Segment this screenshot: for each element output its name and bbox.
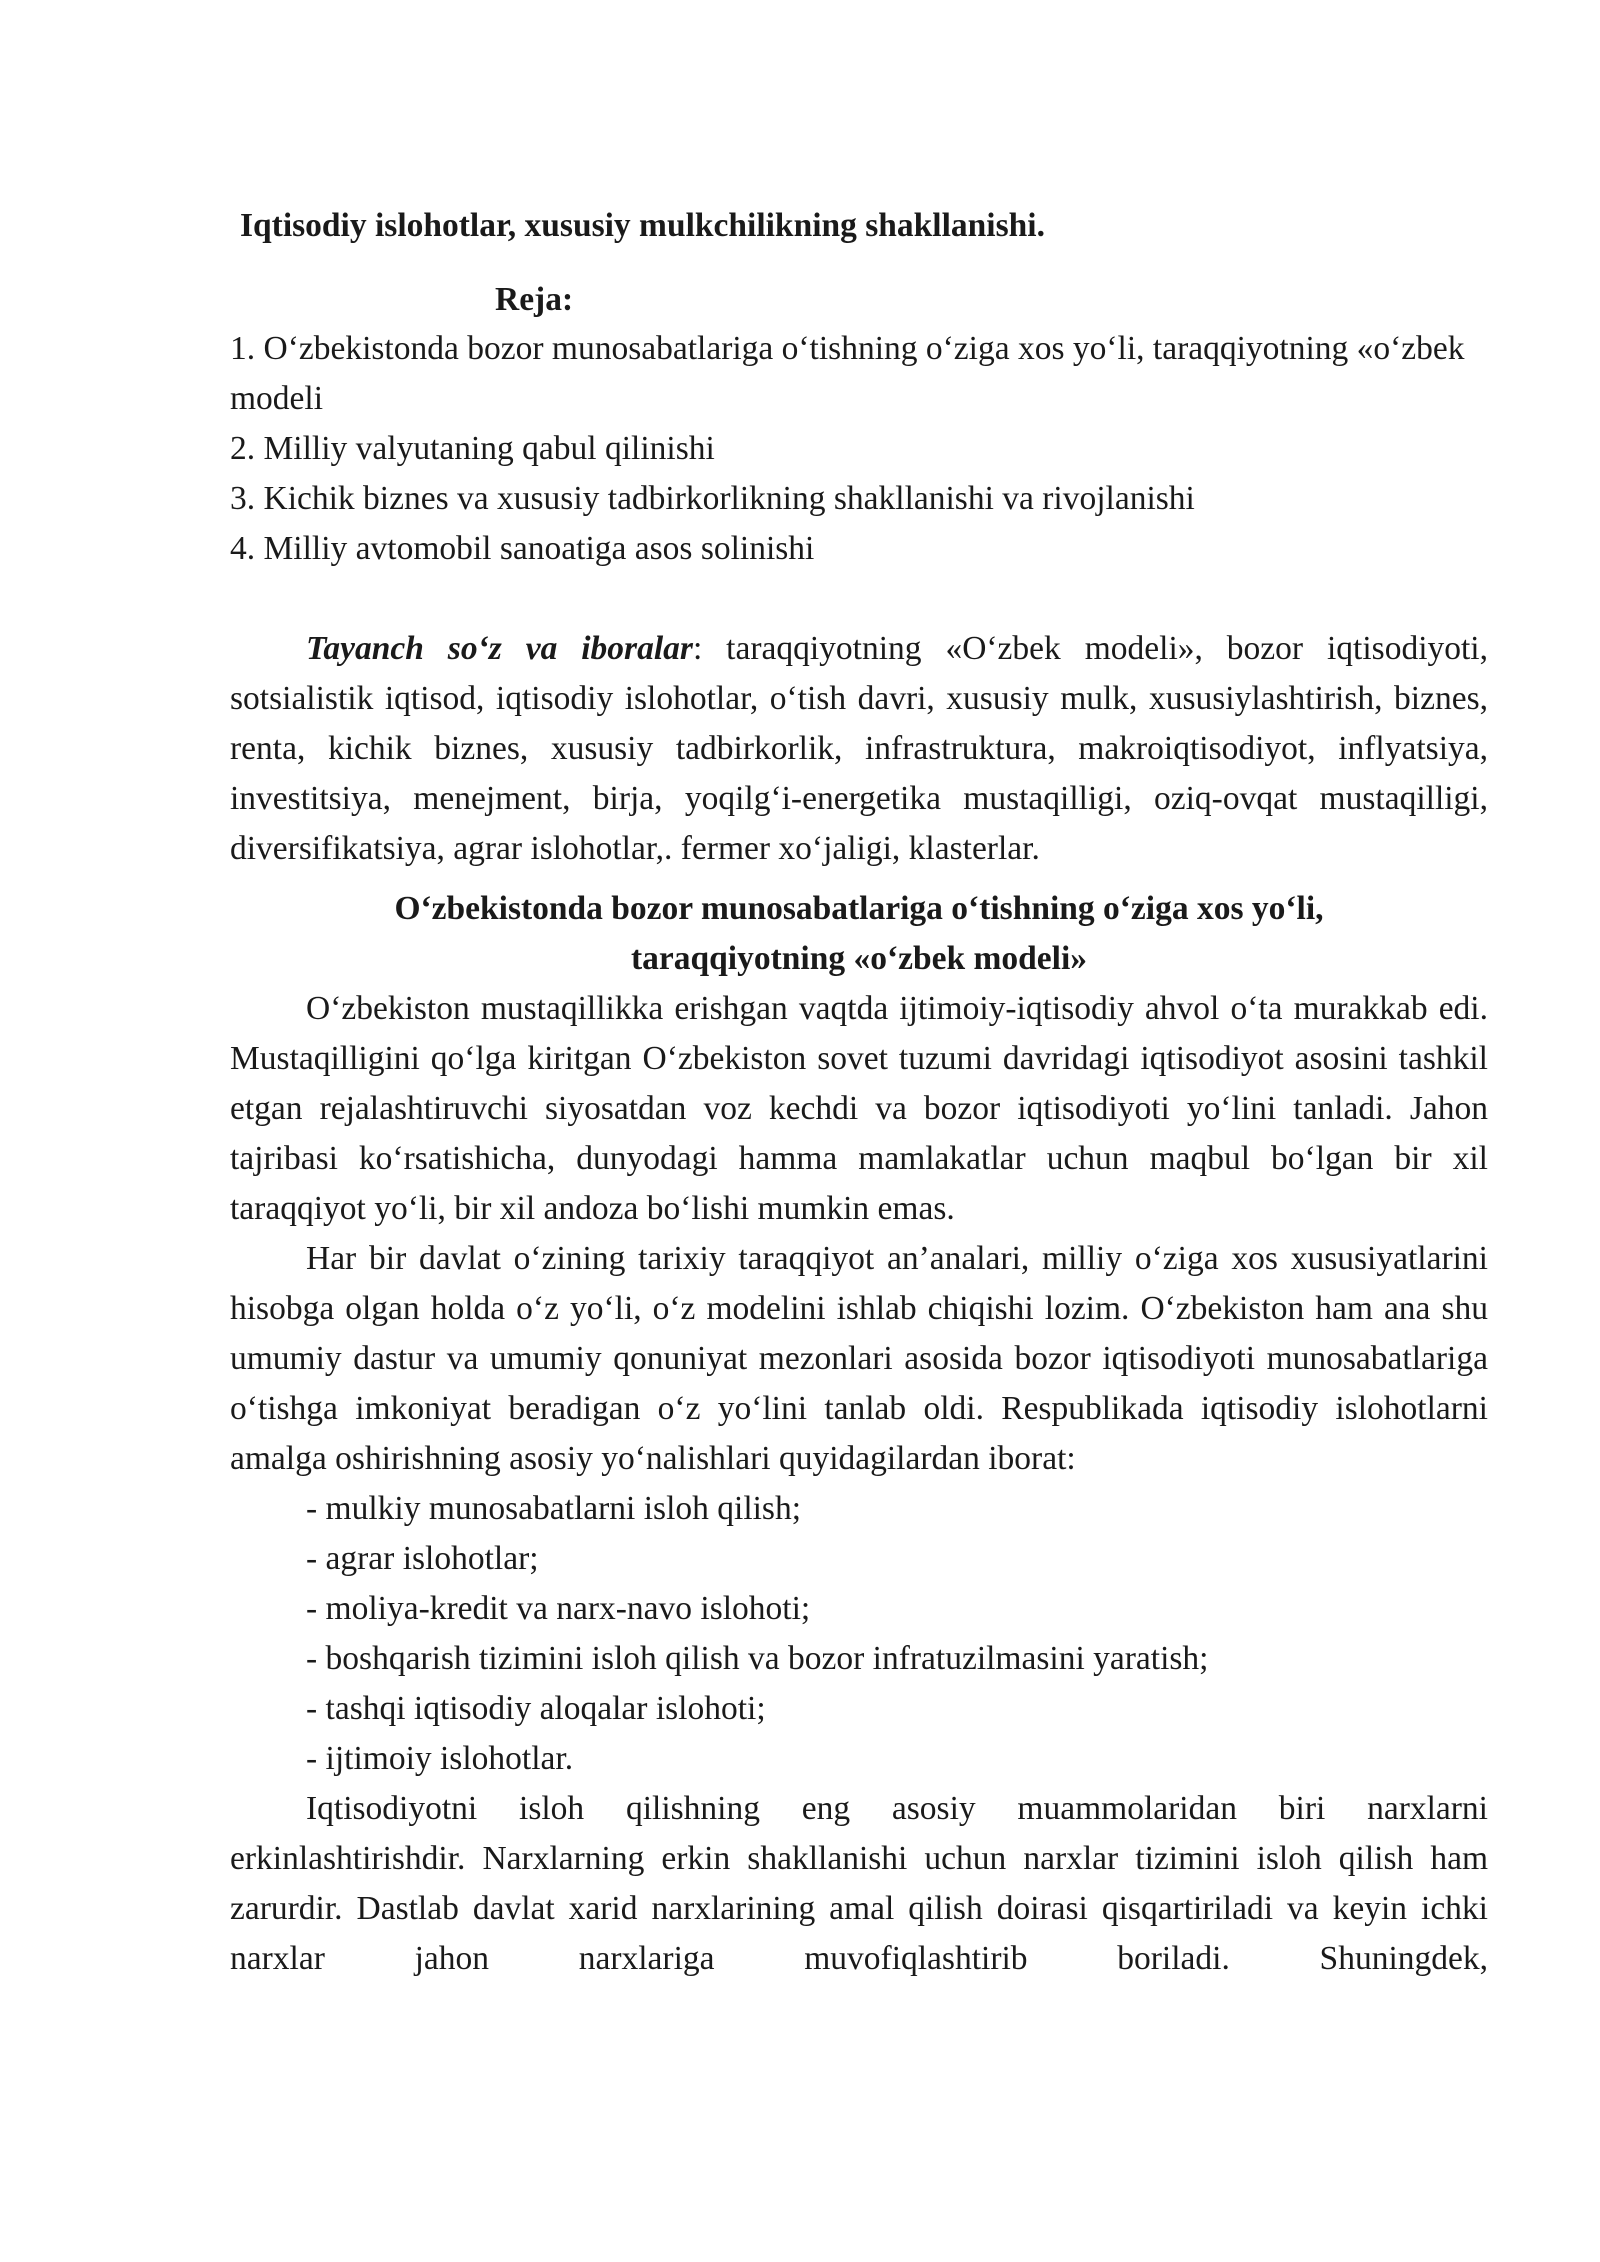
plan-item: 3. Kichik biznes va xususiy tadbirkorlikning shakllanishi va rivojlanishi [230, 480, 1195, 517]
document-body [230, 198, 1488, 1984]
spacer [230, 574, 1488, 624]
plan-item: 4. Milliy avtomobil sanoatiga asos solinishi [230, 530, 815, 567]
list-item: - tashqi iqtisodiy aloqalar islohoti; [306, 1690, 766, 1727]
section-heading [230, 884, 1488, 984]
list-item: - boshqarish tizimini isloh qilish va bozor infratuzilmasini yaratish; [306, 1640, 1209, 1677]
section-heading-line: taraqqiyotning «o‘zbek modeli» [631, 940, 1087, 977]
plan-item: 1. O‘zbekistonda bozor munosabatlariga o‘tishning o‘ziga xos yo‘li, taraqqiyotning «o‘zbek modeli [230, 330, 1465, 417]
keywords-text: : taraqqiyotning «O‘zbek modeli», bozor iqtisodiyoti, sotsialistik iqtisod, iqtisodiy islohotlar, o‘tish davri, xususiy mulk, xususiylashtirish, biznes, renta, kichik biznes, xususiy tadbirkorlik, infrastruktura, makroiqtisodiyot, inflyatsiya, investitsiya, menejment, birja, yoqilg‘i-energetika mustaqilligi, oziq-ovqat mustaqilligi, diversifikatsiya, agrar islohotlar,. fermer xo‘jaligi, klasterlar. [230, 630, 1488, 867]
list-item: - ijtimoiy islohotlar. [306, 1740, 574, 1777]
reform-directions-list [230, 1484, 1488, 1784]
section-heading-line: O‘zbekistonda bozor munosabatlariga o‘tishning o‘ziga xos yo‘li, [394, 890, 1324, 927]
plan-list [230, 324, 1488, 574]
plan-item: 2. Milliy valyutaning qabul qilinishi [230, 430, 715, 467]
body-paragraph: Iqtisodiyotni isloh qilishning eng asosiy muammolaridan biri narxlarni erkinlashtirishdir. Narxlarning erkin shakllanishi uchun narxlar tizimini isloh qilish ham zarurdir. Dastlab davlat xarid narxlarining amal qilish doirasi qisqartiriladi va keyin ichki narxlar jahon narxlariga muvofiqlashtirib boriladi. Shuningdek, [230, 1790, 1488, 1977]
body-paragraph: Har bir davlat o‘zining tarixiy taraqqiyot an’analari, milliy o‘ziga xos xususiyatlarini hisobga olgan holda o‘z yo‘li, o‘z modelini ishlab chiqishi lozim. O‘zbekiston ham ana shu umumiy dastur va umumiy qonuniyat mezonlari asosida bozor iqtisodiyoti munosabatlariga o‘tishga imkoniyat beradigan o‘z yo‘lini tanlab oldi. Respublikada iqtisodiy islohotlarni amalga oshirishning asosiy yo‘nalishlari quyidagilardan iborat: [230, 1240, 1488, 1477]
list-item: - moliya-kredit va narx-navo islohoti; [306, 1590, 811, 1627]
list-item: - mulkiy munosabatlarni isloh qilish; [306, 1490, 802, 1527]
list-item: - agrar islohotlar; [306, 1540, 539, 1577]
body-paragraph: O‘zbekiston mustaqillikka erishgan vaqtda ijtimoiy-iqtisodiy ahvol o‘ta murakkab edi. Mustaqilligini qo‘lga kiritgan O‘zbekiston sovet tuzumi davridagi iqtisodiyot asosini tashkil etgan rejalashtiruvchi siyosatdan voz kechdi va bozor iqtisodiyoti yo‘lini tanladi. Jahon tajribasi ko‘rsatishicha, dunyodagi hamma mamlakatlar uchun maqbul bo‘lgan bir xil taraqqiyot yo‘li, bir xil andoza bo‘lishi mumkin emas. [230, 990, 1488, 1227]
keywords-label: Tayanch so‘z va iboralar [306, 630, 693, 667]
keywords-paragraph [230, 624, 1488, 874]
page-title: Iqtisodiy islohotlar, xususiy mulkchilikning shakllanishi. [240, 207, 1045, 244]
plan-heading: Reja: [495, 281, 574, 318]
